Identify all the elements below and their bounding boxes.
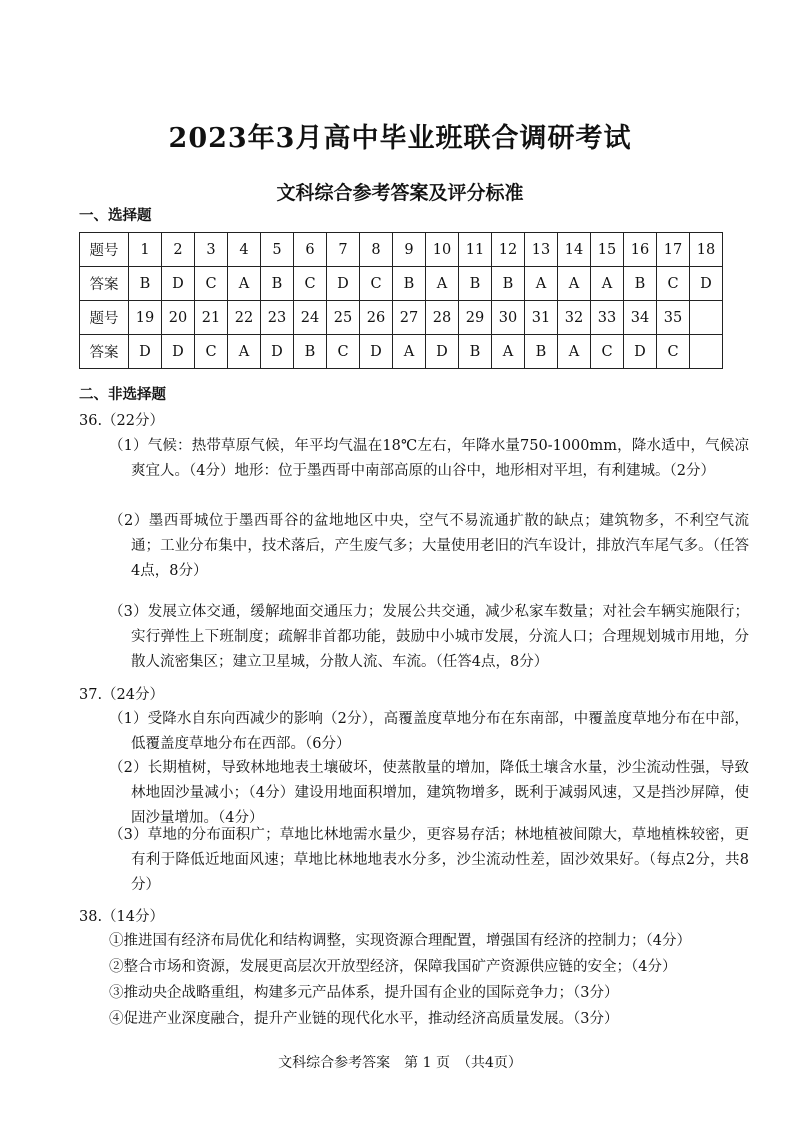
table-row: [80, 233, 723, 267]
question-number-cell: 27: [393, 301, 426, 335]
answer-cell: C: [657, 335, 690, 369]
question-number-cell: 7: [327, 233, 360, 267]
answer-cell: C: [195, 267, 228, 301]
question-number-cell: 2: [162, 233, 195, 267]
answer-cell: A: [426, 267, 459, 301]
answer-cell: C: [294, 267, 327, 301]
section-heading-nonchoice: 二、非选择题: [79, 387, 166, 403]
question-number-cell: 6: [294, 233, 327, 267]
answer-cell: B: [459, 267, 492, 301]
answer-cell: B: [393, 267, 426, 301]
question-number-cell: 12: [492, 233, 525, 267]
answer-cell: D: [129, 335, 162, 369]
row-label: 答案: [80, 267, 129, 301]
answer-cell: [690, 335, 723, 369]
question-number-cell: 24: [294, 301, 327, 335]
row-label: 题号: [80, 301, 129, 335]
question-38-point-2: ②整合市场和资源，发展更高层次开放型经济，保障我国矿产资源供应链的安全；（4分）: [109, 959, 677, 975]
answer-cell: A: [558, 267, 591, 301]
answer-cell: A: [591, 267, 624, 301]
row-label: 答案: [80, 335, 129, 369]
answer-cell: C: [327, 335, 360, 369]
page-title: 2023年3月高中毕业班联合调研考试: [168, 123, 632, 154]
answer-cell: A: [492, 335, 525, 369]
question-number-cell: 19: [129, 301, 162, 335]
question-number-cell: 18: [690, 233, 723, 267]
answer-cell: B: [525, 335, 558, 369]
question-number-cell: 21: [195, 301, 228, 335]
answer-cell: D: [327, 267, 360, 301]
question-38-heading: 38.（14分）: [79, 909, 165, 925]
question-number-cell: 3: [195, 233, 228, 267]
answer-cell: B: [129, 267, 162, 301]
answer-cell: B: [294, 335, 327, 369]
question-number-cell: 11: [459, 233, 492, 267]
page-subtitle: 文科综合参考答案及评分标准: [276, 182, 524, 204]
answer-cell: A: [393, 335, 426, 369]
question-number-cell: [690, 301, 723, 335]
question-38-point-4: ④促进产业深度融合，提升产业链的现代化水平，推动经济高质量发展。（3分）: [109, 1011, 619, 1027]
question-number-cell: 5: [261, 233, 294, 267]
question-number-cell: 20: [162, 301, 195, 335]
question-36-heading: 36.（22分）: [79, 413, 165, 429]
question-36-part-3: （3）发展立体交通，缓解地面交通压力；发展公共交通，减少私家车数量；对社会车辆实施限行；实行弹性上下班制度；疏解非首都功能，鼓励中小城市发展，分流人口；合理规划城市用地，分散人流密集区；建立卫星城，分散人流、车流。（任答4点，8分）: [109, 604, 749, 670]
question-number-cell: 31: [525, 301, 558, 335]
row-label: 题号: [80, 233, 129, 267]
answer-cell: C: [657, 267, 690, 301]
question-number-cell: 33: [591, 301, 624, 335]
answer-cell: D: [162, 335, 195, 369]
question-37-part-2: （2）长期植树，导致林地地表土壤破坏，使蒸散量的增加，降低土壤含水量，沙尘流动性强，导致林地固沙量减小；（4分）建设用地面积增加，建筑物增多，既利于减弱风速，又是挡沙屏障，使固沙量增加。（4分）: [109, 760, 749, 826]
table-row: [80, 335, 723, 369]
question-37-heading: 37.（24分）: [79, 687, 165, 703]
answer-cell: C: [360, 267, 393, 301]
question-number-cell: 26: [360, 301, 393, 335]
question-number-cell: 9: [393, 233, 426, 267]
question-number-cell: 22: [228, 301, 261, 335]
question-number-cell: 28: [426, 301, 459, 335]
table-row: [80, 301, 723, 335]
question-number-cell: 35: [657, 301, 690, 335]
question-number-cell: 4: [228, 233, 261, 267]
question-38-point-1: ①推进国有经济布局优化和结构调整，实现资源合理配置，增强国有经济的控制力；（4分）: [109, 933, 691, 949]
section-heading-choice: 一、选择题: [79, 208, 152, 224]
page-footer: 文科综合参考答案 第 1 页 （共4页）: [278, 1055, 522, 1071]
question-36-part-2: （2）墨西哥城位于墨西哥谷的盆地地区中央，空气不易流通扩散的缺点；建筑物多，不利空气流通；工业分布集中，技术落后，产生废气多；大量使用老旧的汽车设计，排放汽车尾气多。（任答4点，8分）: [109, 513, 749, 579]
answer-table: [79, 232, 723, 369]
question-number-cell: 1: [129, 233, 162, 267]
answer-cell: C: [591, 335, 624, 369]
answer-cell: B: [261, 267, 294, 301]
answer-cell: D: [360, 335, 393, 369]
answer-cell: A: [228, 335, 261, 369]
answer-cell: A: [228, 267, 261, 301]
question-number-cell: 15: [591, 233, 624, 267]
answer-cell: B: [492, 267, 525, 301]
table-row: [80, 267, 723, 301]
question-number-cell: 14: [558, 233, 591, 267]
question-number-cell: 10: [426, 233, 459, 267]
question-number-cell: 13: [525, 233, 558, 267]
answer-cell: B: [459, 335, 492, 369]
question-38-point-3: ③推动央企战略重组，构建多元产品体系，提升国有企业的国际竞争力；（3分）: [109, 985, 619, 1001]
question-number-cell: 30: [492, 301, 525, 335]
answer-cell: C: [195, 335, 228, 369]
question-number-cell: 8: [360, 233, 393, 267]
question-number-cell: 32: [558, 301, 591, 335]
answer-cell: A: [525, 267, 558, 301]
question-number-cell: 16: [624, 233, 657, 267]
answer-cell: D: [624, 335, 657, 369]
question-37-part-1: （1）受降水自东向西减少的影响（2分），高覆盖度草地分布在东南部，中覆盖度草地分布在中部，低覆盖度草地分布在西部。（6分）: [109, 711, 749, 752]
answer-cell: D: [162, 267, 195, 301]
answer-cell: D: [261, 335, 294, 369]
question-number-cell: 25: [327, 301, 360, 335]
question-number-cell: 34: [624, 301, 657, 335]
answer-cell: A: [558, 335, 591, 369]
question-number-cell: 23: [261, 301, 294, 335]
answer-cell: D: [690, 267, 723, 301]
question-37-part-3: （3）草地的分布面积广；草地比林地需水量少，更容易存活；林地植被间隙大，草地植株较密，更有利于降低近地面风速；草地比林地地表水分多，沙尘流动性差，固沙效果好。（每点2分，共8分）: [109, 827, 749, 893]
question-36-part-1: （1）气候：热带草原气候，年平均气温在18℃左右，年降水量750-1000mm，降水适中，气候凉爽宜人。（4分）地形：位于墨西哥中南部高原的山谷中，地形相对平坦，有利建城。（2分）: [109, 438, 749, 479]
question-number-cell: 29: [459, 301, 492, 335]
answer-cell: B: [624, 267, 657, 301]
answer-cell: D: [426, 335, 459, 369]
question-number-cell: 17: [657, 233, 690, 267]
